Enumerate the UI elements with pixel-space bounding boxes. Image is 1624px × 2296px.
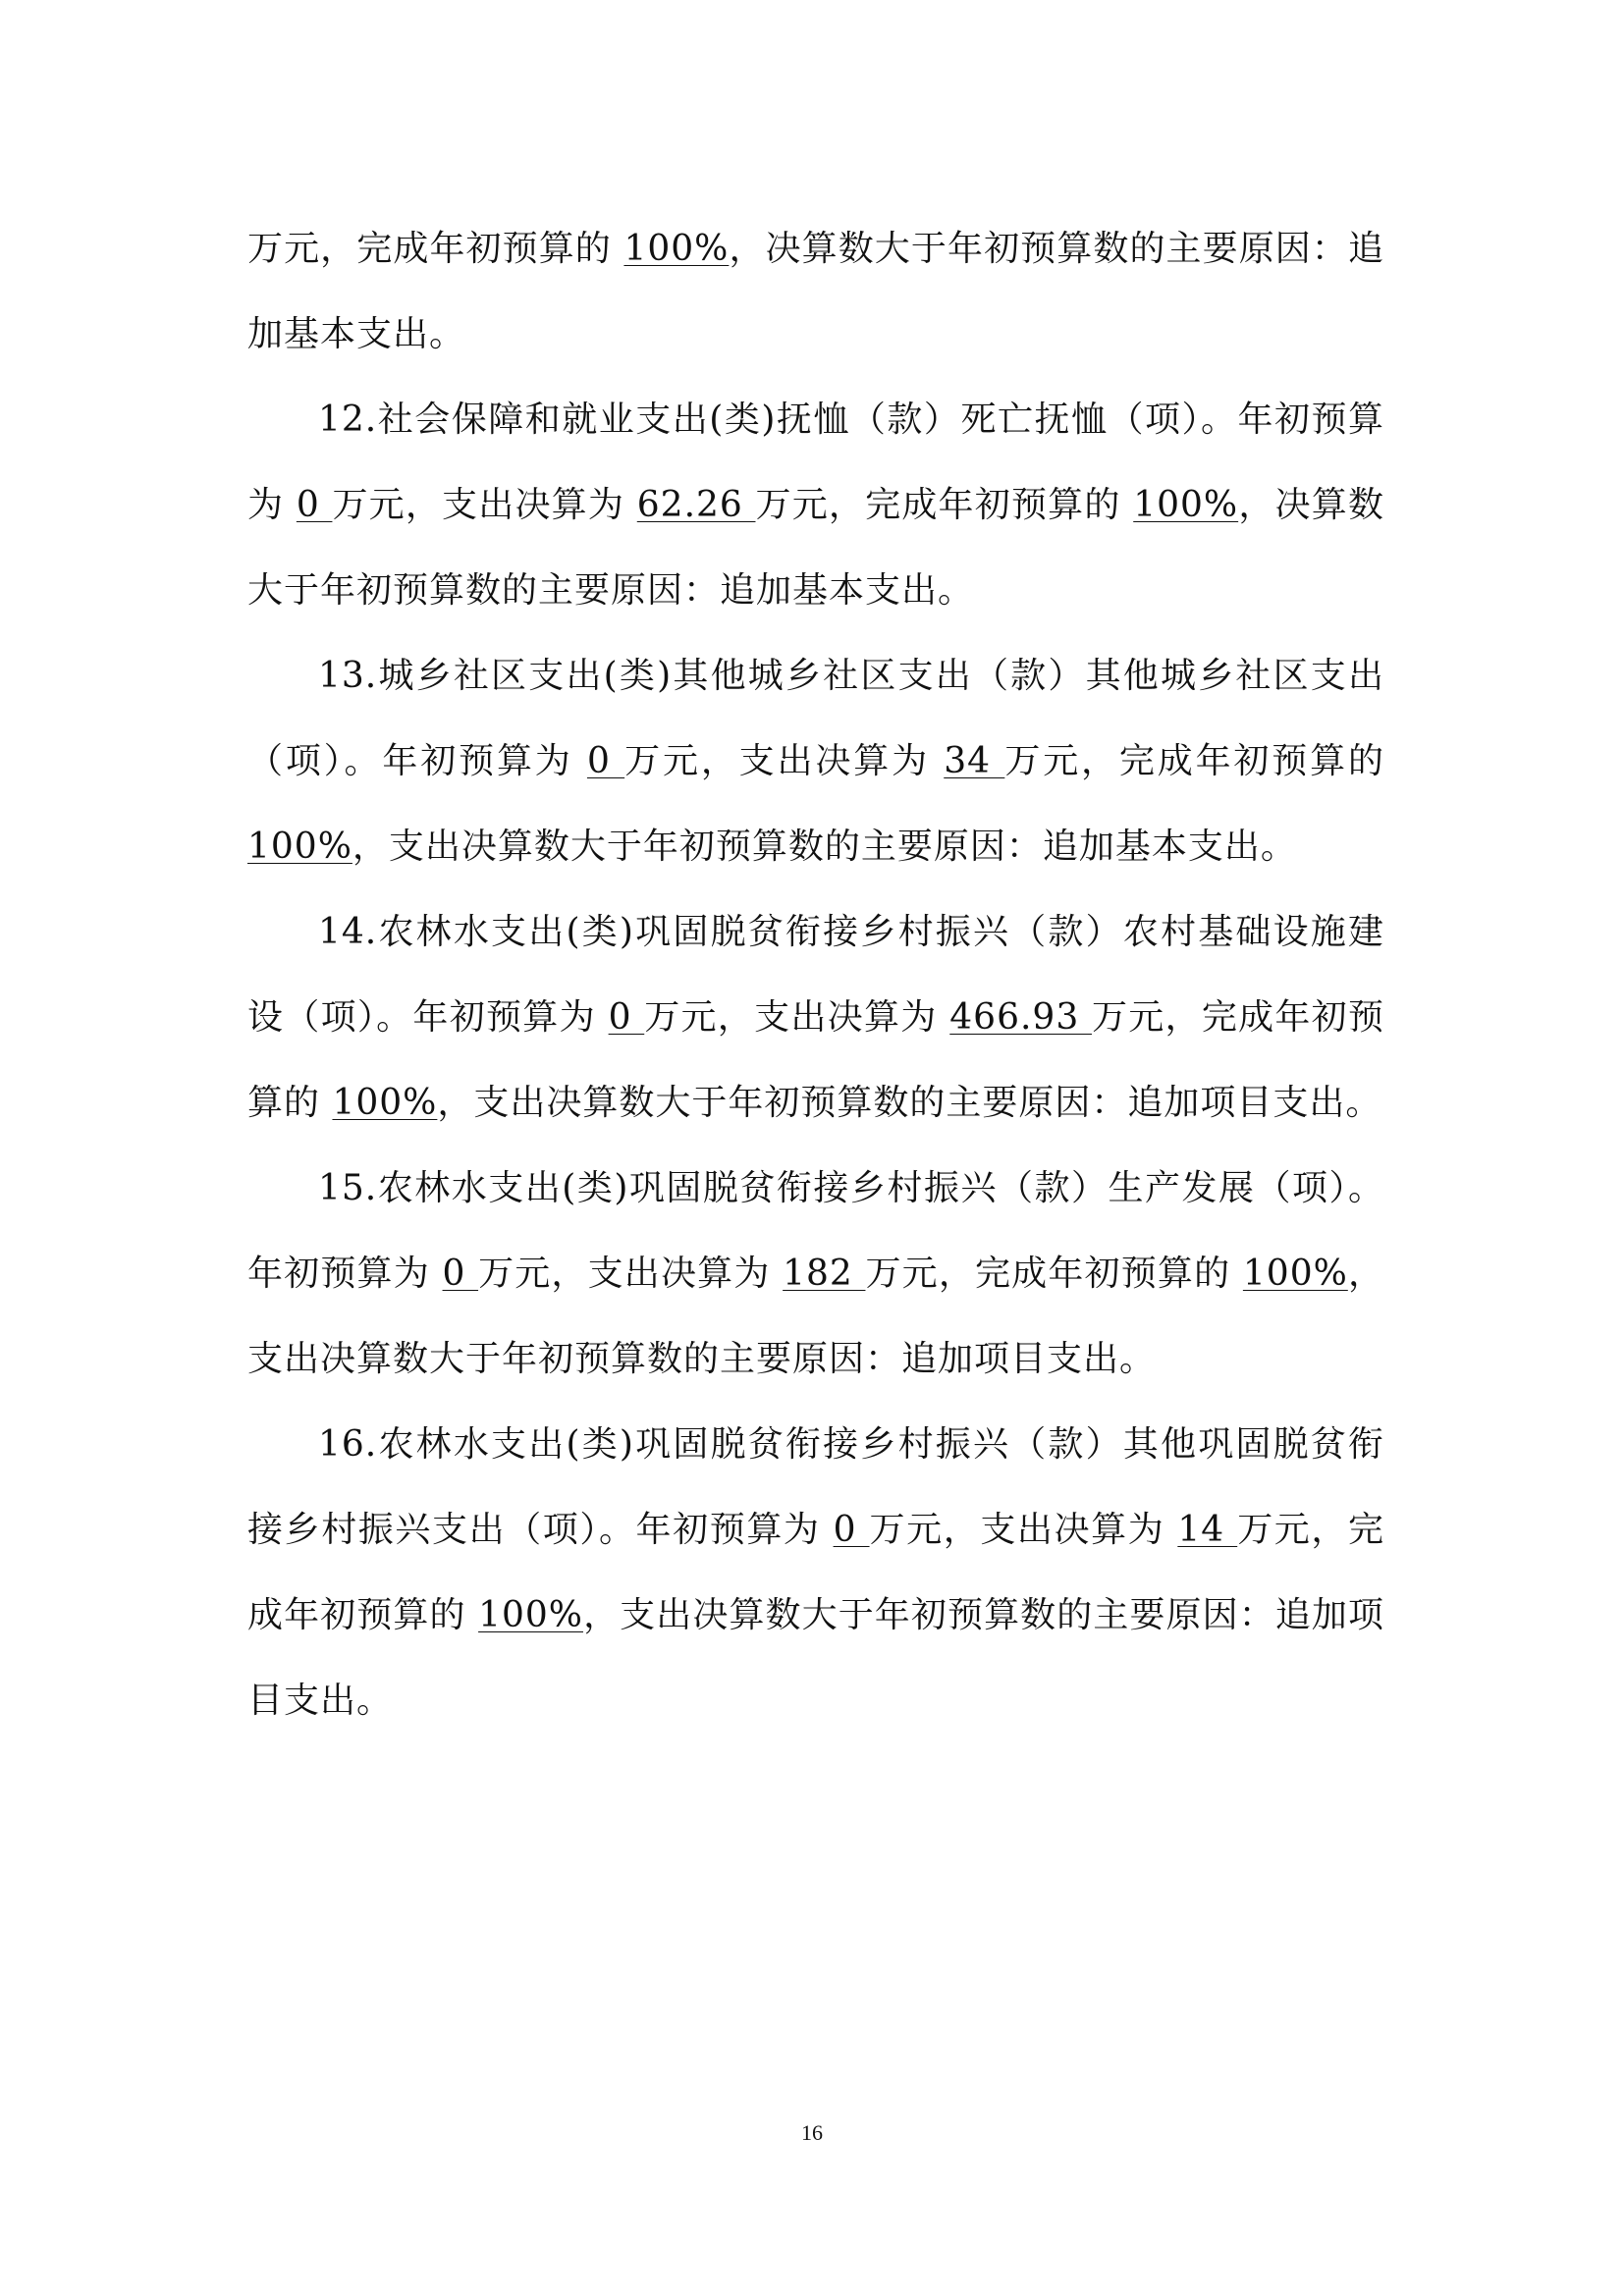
underlined-value: 0 xyxy=(586,741,625,781)
text-segment: 万元，完成年初预算的 xyxy=(1004,741,1384,781)
page-number: 16 xyxy=(801,2120,823,2145)
text-segment: 12.社会保障和就业支出(类)抚恤（款）死亡抚恤（项）。年初预算为 xyxy=(247,400,1384,525)
underlined-value: 182 xyxy=(783,1254,866,1294)
underlined-value: 14 xyxy=(1177,1510,1238,1550)
text-segment: 万元，完成年初预算的 xyxy=(247,997,1384,1123)
paragraph xyxy=(247,889,1384,1146)
underlined-value: 0 xyxy=(608,997,645,1038)
text-segment: 万元，支出决算为 xyxy=(478,1254,784,1294)
text-segment: 15.农林水支出(类)巩固脱贫衔接乡村振兴（款）生产发展（项）。年初预算为 xyxy=(247,1168,1384,1294)
underlined-value: 0 xyxy=(833,1510,870,1550)
underlined-value: 100% xyxy=(623,229,730,269)
text-segment: ，决算数大于年初预算数的主要原因：追加基本支出。 xyxy=(247,485,1384,611)
text-segment: ，支出决算数大于年初预算数的主要原因：追加基本支出。 xyxy=(352,827,1297,867)
paragraph xyxy=(247,377,1384,633)
underlined-value: 100% xyxy=(478,1595,583,1635)
text-segment: 万元，完成年初预算的 xyxy=(247,1510,1384,1635)
underlined-value: 100% xyxy=(332,1083,438,1123)
text-segment: ，支出决算数大于年初预算数的主要原因：追加项目支出。 xyxy=(437,1083,1382,1123)
text-segment: 13.城乡社区支出(类)其他城乡社区支出（款）其他城乡社区支出（项）。年初预算为 xyxy=(247,656,1384,781)
text-segment: 万元，支出决算为 xyxy=(869,1510,1178,1550)
text-segment: 万元，完成年初预算的 xyxy=(755,485,1134,525)
underlined-value: 0 xyxy=(296,485,333,525)
text-segment: 万元，完成年初预算的 xyxy=(247,229,624,269)
underlined-value: 466.93 xyxy=(949,997,1092,1038)
underlined-value: 62.26 xyxy=(636,485,756,525)
text-segment: ，支出决算数大于年初预算数的主要原因：追加项目支出。 xyxy=(247,1254,1384,1379)
text-segment: 16.农林水支出(类)巩固脱贫衔接乡村振兴（款）其他巩固脱贫衔接乡村振兴支出（项）。年初预算为 xyxy=(247,1424,1384,1550)
text-segment: ，支出决算数大于年初预算数的主要原因：追加项目支出。 xyxy=(247,1595,1384,1721)
paragraph xyxy=(247,633,1384,889)
underlined-value: 100% xyxy=(1242,1254,1348,1294)
paragraph xyxy=(247,1146,1384,1402)
underlined-value: 100% xyxy=(1133,485,1239,525)
body-text xyxy=(247,206,1384,1743)
underlined-value: 34 xyxy=(944,741,1005,781)
paragraph xyxy=(247,206,1384,377)
text-segment: 14.农林水支出(类)巩固脱贫衔接乡村振兴（款）农村基础设施建设（项）。年初预算为 xyxy=(247,912,1384,1038)
text-segment: 万元，完成年初预算的 xyxy=(865,1254,1243,1294)
text-segment: 万元，支出决算为 xyxy=(644,997,950,1038)
paragraph xyxy=(247,1402,1384,1743)
underlined-value: 0 xyxy=(442,1254,479,1294)
underlined-value: 100% xyxy=(247,827,352,867)
text-segment: 万元，支出决算为 xyxy=(332,485,637,525)
text-segment: 万元，支出决算为 xyxy=(624,741,945,781)
text-segment: ，决算数大于年初预算数的主要原因：追加基本支出。 xyxy=(247,229,1384,354)
